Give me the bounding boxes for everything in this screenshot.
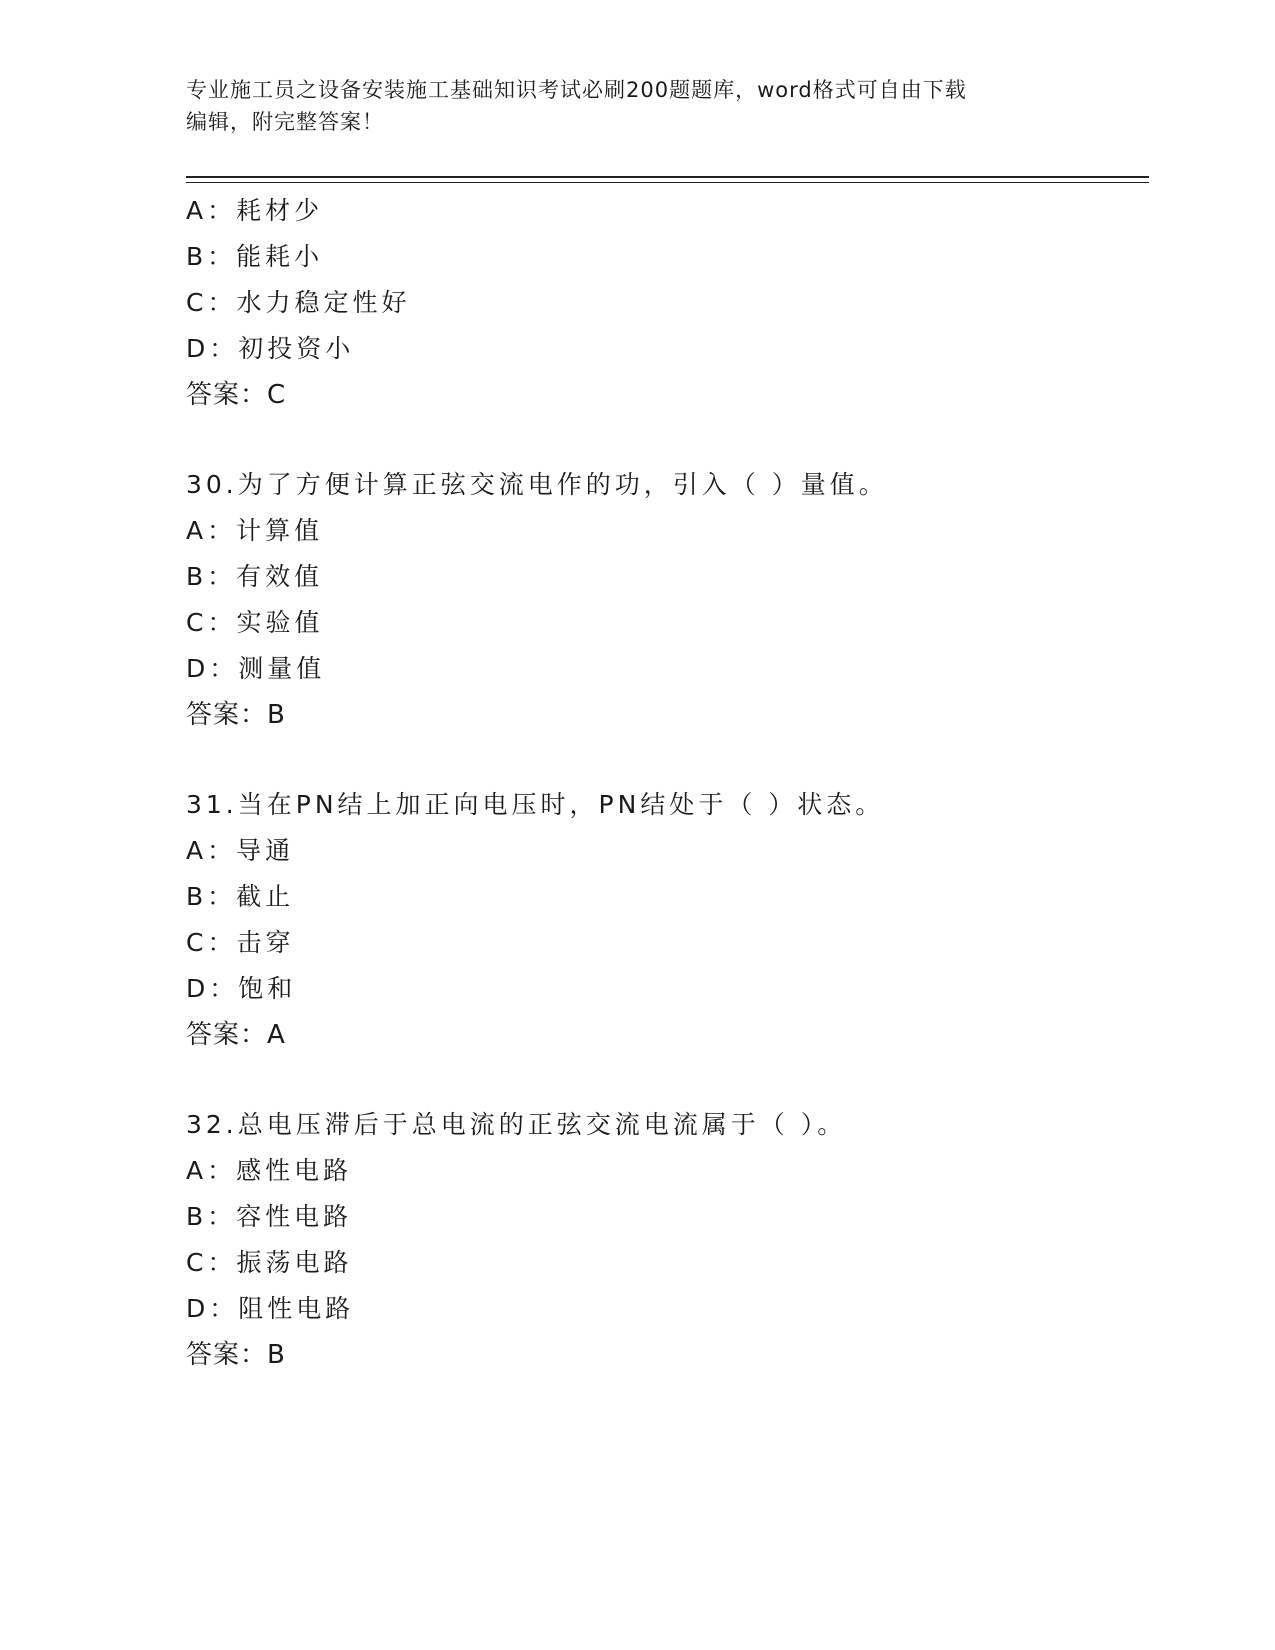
- question-stem: 31.当在PN结上加正向电压时，PN结处于（ ）状态。: [186, 790, 885, 819]
- option-d: D：测量值: [186, 654, 326, 683]
- answer-line: 答案：B: [186, 1340, 286, 1370]
- option-a: A：耗材少: [186, 196, 324, 225]
- option-c: C：击穿: [186, 928, 295, 957]
- option-d: D：阻性电路: [186, 1294, 355, 1323]
- option-c: C：振荡电路: [186, 1248, 353, 1277]
- question-block-31: [186, 782, 1146, 1058]
- question-block-32: [186, 1102, 1146, 1378]
- option-b: B：能耗小: [186, 242, 324, 271]
- option-b: B：有效值: [186, 562, 324, 591]
- question-stem: 30.为了方便计算正弦交流电作的功，引入（ ）量值。: [186, 470, 888, 499]
- option-b: B：容性电路: [186, 1202, 353, 1231]
- answer-line: 答案：C: [186, 380, 287, 410]
- header-divider-thick: [186, 176, 1149, 178]
- answer-line: 答案：A: [186, 1020, 286, 1050]
- document-header: [186, 74, 1086, 138]
- option-c: C：实验值: [186, 608, 324, 637]
- answer-line: 答案：B: [186, 700, 286, 730]
- option-d: D：初投资小: [186, 334, 355, 363]
- option-b: B：截止: [186, 882, 295, 911]
- question-list: [186, 188, 1146, 1378]
- option-c: C：水力稳定性好: [186, 288, 411, 317]
- option-a: A：计算值: [186, 516, 324, 545]
- option-a: A：感性电路: [186, 1156, 353, 1185]
- question-block-30: [186, 462, 1146, 738]
- header-line-1: 专业施工员之设备安装施工基础知识考试必刷200题题库，word格式可自由下载: [186, 78, 967, 102]
- question-block-partial: [186, 188, 1146, 418]
- option-a: A：导通: [186, 836, 295, 865]
- header-divider-thin: [186, 182, 1149, 183]
- option-d: D：饱和: [186, 974, 297, 1003]
- header-line-2: 编辑，附完整答案！: [186, 110, 384, 134]
- question-stem: 32.总电压滞后于总电流的正弦交流电流属于（ ）。: [186, 1110, 847, 1139]
